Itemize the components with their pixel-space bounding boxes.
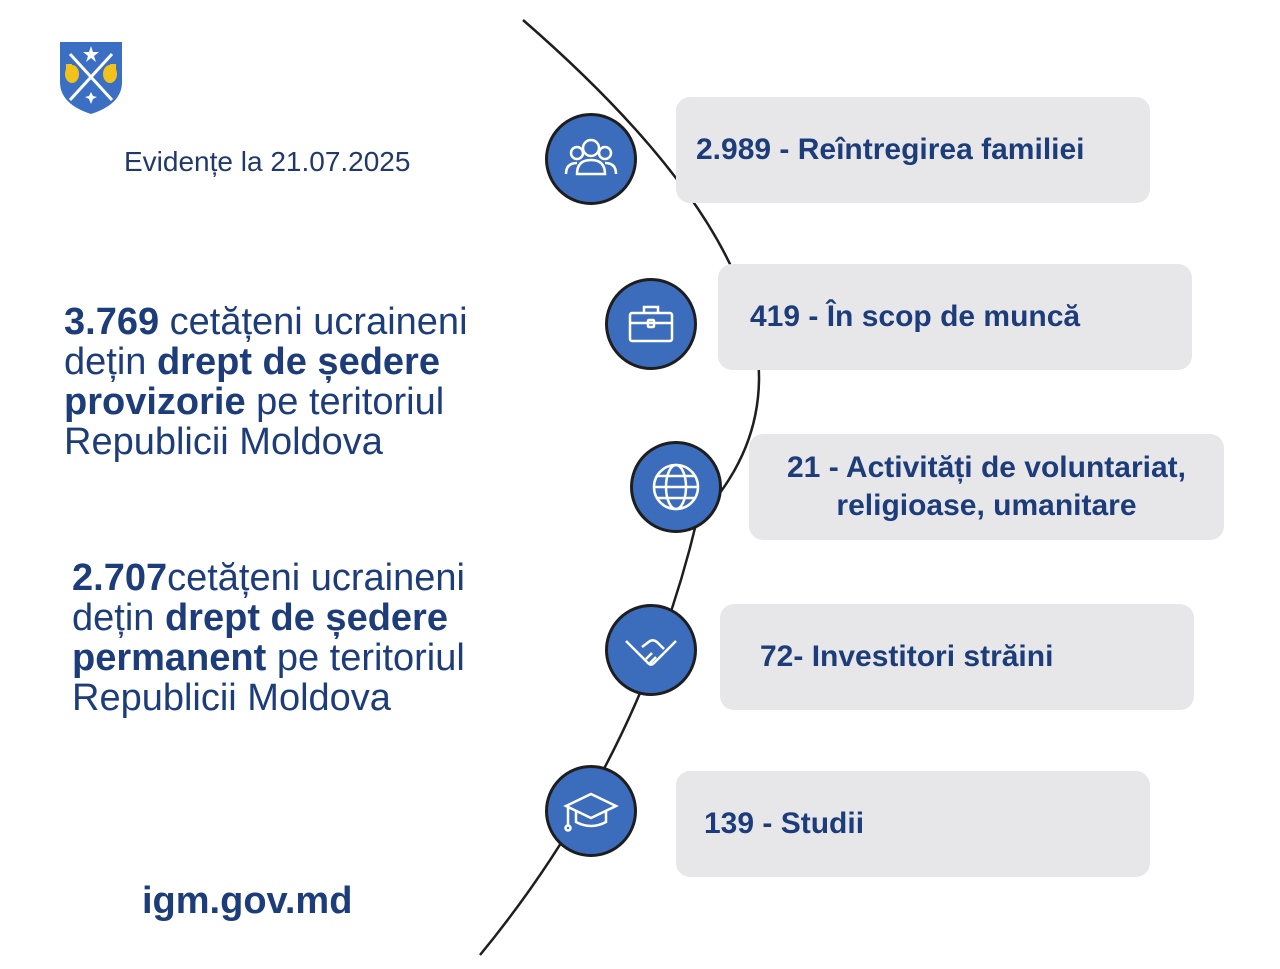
category-card-studies: 139 - Studii [676,771,1150,877]
category-card-volunteering: 21 - Activități de voluntariat, religioase, umanitare [749,434,1224,540]
category-card-work: 419 - În scop de muncă [718,264,1192,370]
family-group-icon [560,128,622,190]
category-card-investors: 72- Investitori străini [720,604,1194,710]
graduation-cap-icon [560,780,622,842]
emblem-logo [58,40,124,116]
permanent-residence-stat: 2.707cetățeni ucraineni dețin drept de ședere permanent pe teritoriul Republicii Moldova [72,557,465,719]
briefcase-icon [620,293,682,355]
investors-node [605,604,697,696]
temporary-count: 3.769 [64,301,160,343]
work-node [605,278,697,370]
volunteering-node [630,441,722,533]
date-label: Evidențe la 21.07.2025 [124,146,411,177]
category-card-family: 2.989 - Reîntregirea familiei [676,97,1150,203]
globe-icon [645,456,707,518]
handshake-icon [620,619,682,681]
studies-node [545,765,637,857]
family-node [545,113,637,205]
website-link[interactable]: igm.gov.md [142,880,353,922]
temporary-residence-stat: 3.769 cetățeni ucraineni dețin drept de ședere provizorie pe teritoriul Republicii Moldova [64,301,468,463]
permanent-count: 2.707 [72,557,168,599]
